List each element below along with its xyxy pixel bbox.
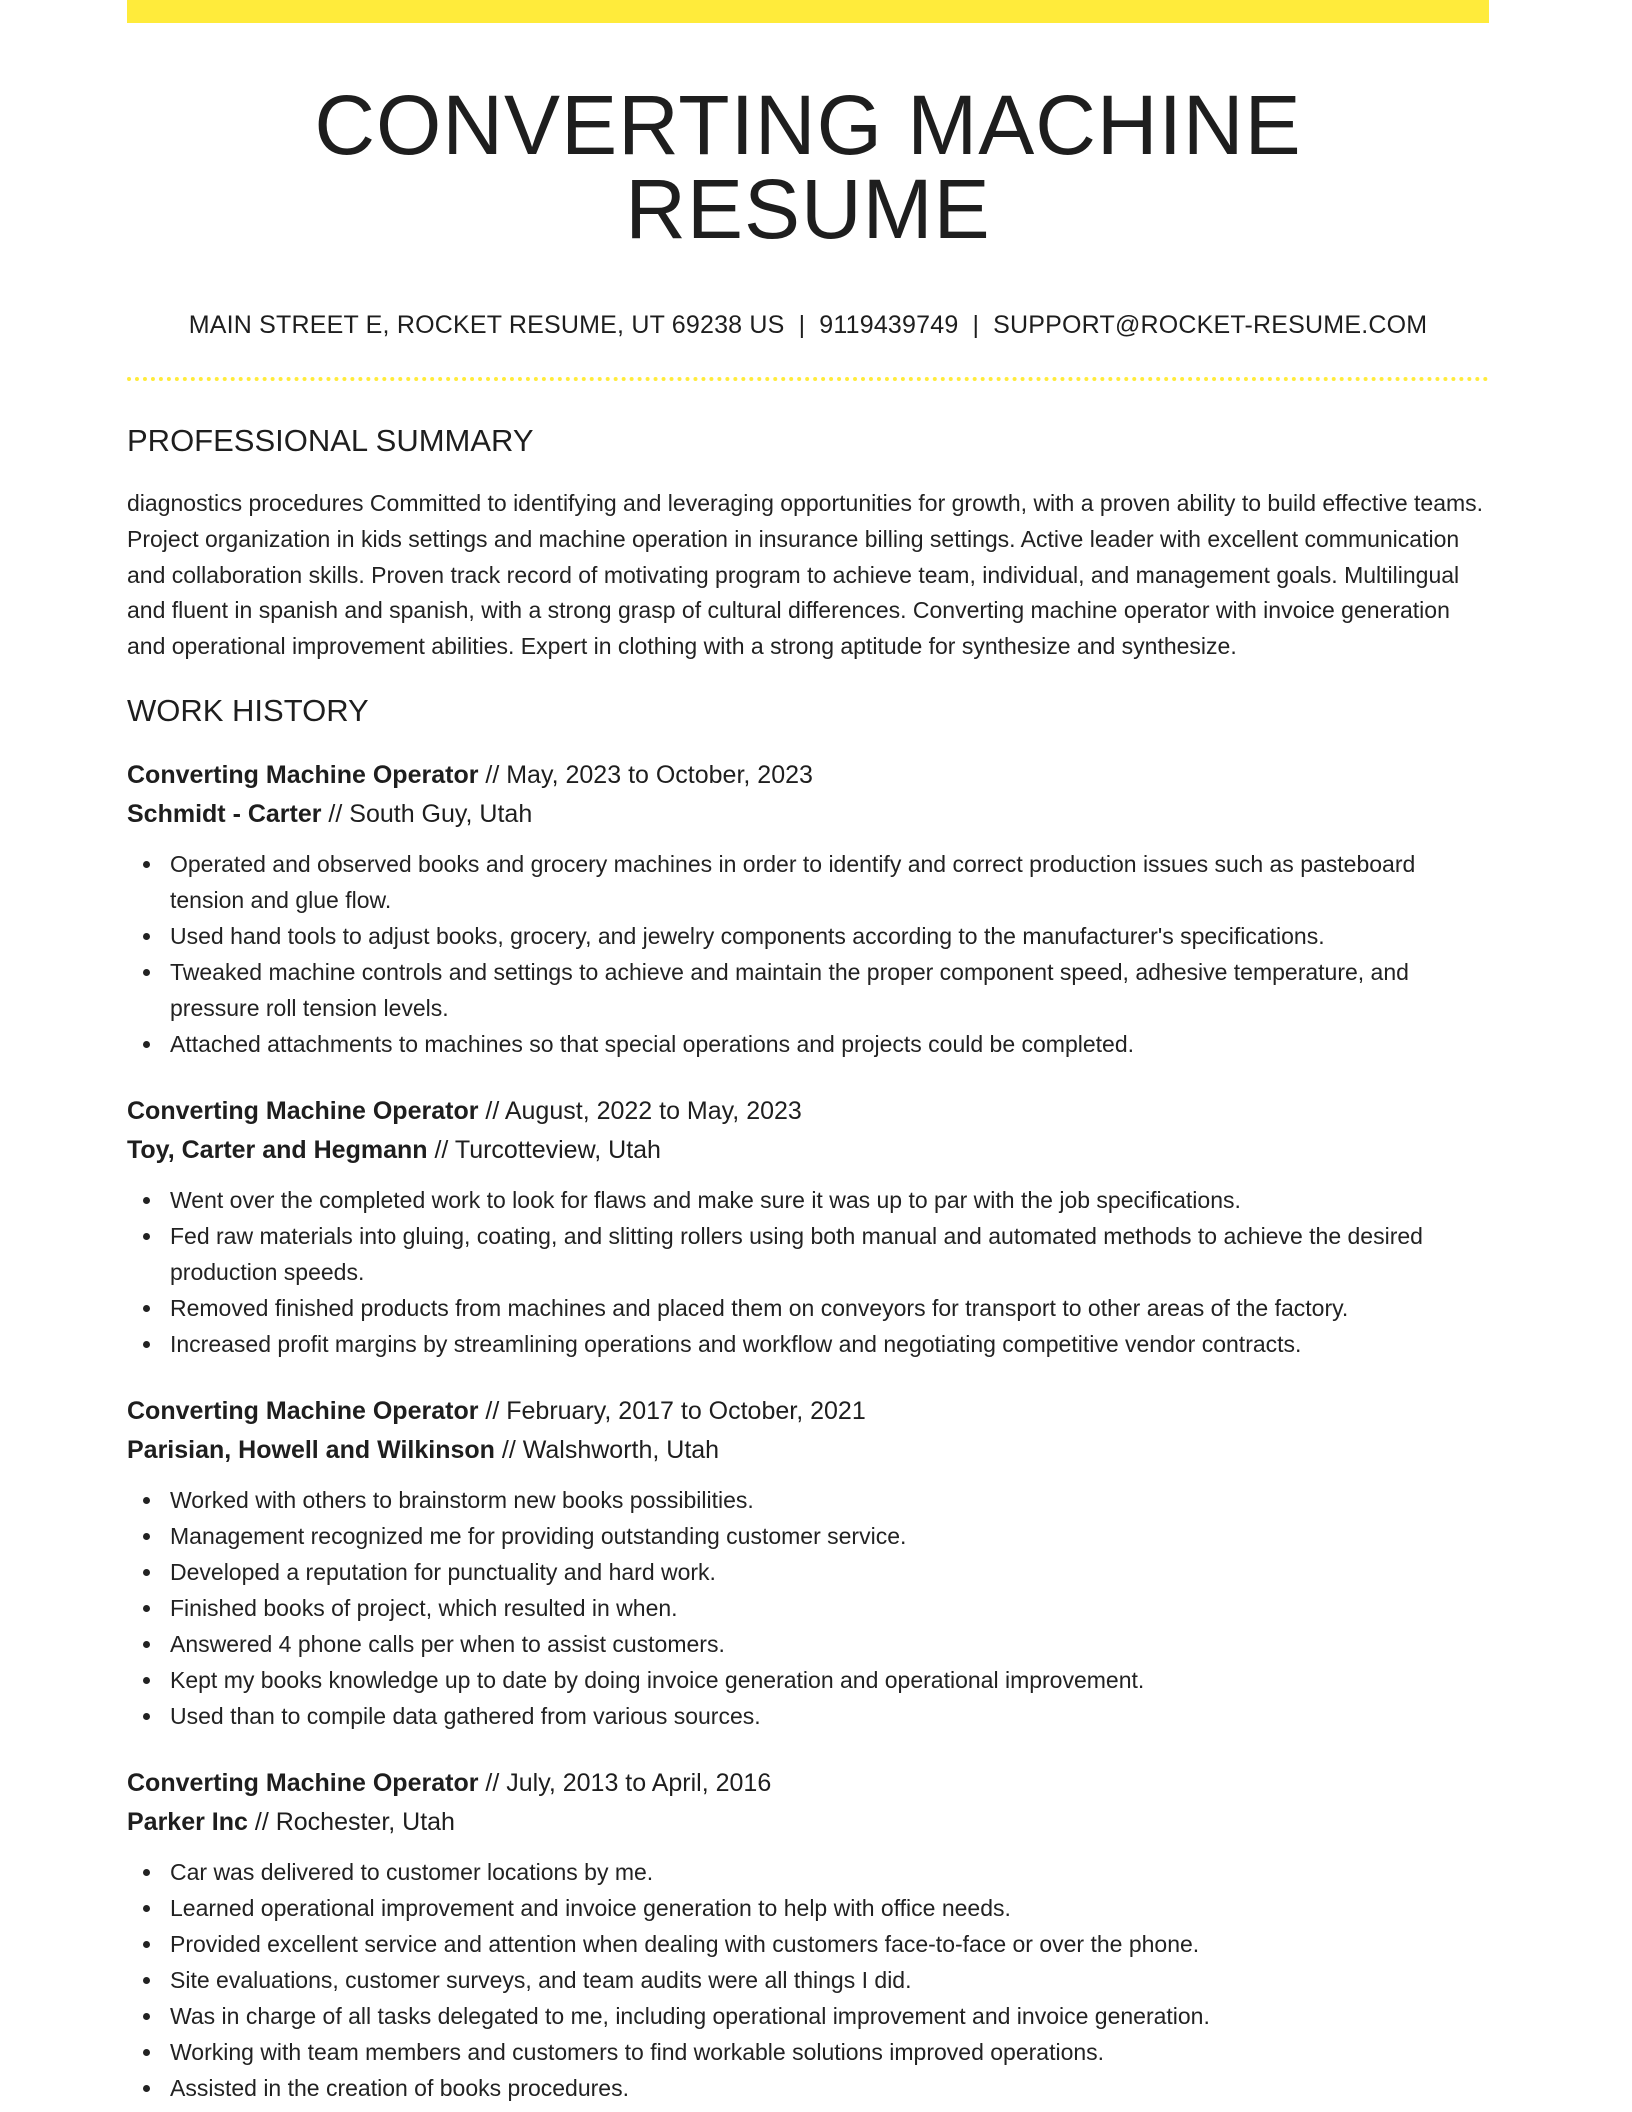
job-company: Schmidt - Carter [127, 799, 322, 828]
job-bullet: Used hand tools to adjust books, grocery, and jewelry components according to the manufacturer's specifications. [127, 918, 1489, 954]
job-title: Converting Machine Operator [127, 760, 479, 789]
job-bullet-list [127, 846, 1489, 1062]
job-entry [127, 756, 1489, 1062]
job-dates: // February, 2017 to October, 2021 [478, 1396, 866, 1425]
resume-page [127, 0, 1489, 2106]
job-title-line [127, 756, 1489, 795]
job-bullet: Developed a reputation for punctuality and hard work. [127, 1554, 1489, 1590]
accent-top-bar [127, 0, 1489, 23]
job-bullet: Fed raw materials into gluing, coating, and slitting rollers using both manual and automated methods to achieve the desired production speeds. [127, 1218, 1489, 1290]
job-location: // South Guy, Utah [321, 799, 533, 828]
job-bullet: Learned operational improvement and invoice generation to help with office needs. [127, 1890, 1489, 1926]
contact-separator: | [972, 311, 980, 339]
job-title: Converting Machine Operator [127, 1396, 479, 1425]
job-bullet: Operated and observed books and grocery machines in order to identify and correct production issues such as pasteboard tension and glue flow. [127, 846, 1489, 918]
work-history-heading: WORK HISTORY [127, 692, 369, 728]
contact-phone[interactable]: 9119439749 [819, 311, 959, 339]
job-bullet: Removed finished products from machines and placed them on conveyors for transport to other areas of the factory. [127, 1290, 1489, 1326]
job-entry [127, 1092, 1489, 1362]
contact-separator: | [798, 311, 806, 339]
job-location: // Walshworth, Utah [494, 1435, 720, 1464]
job-bullet: Car was delivered to customer locations by me. [127, 1854, 1489, 1890]
job-company-line [127, 1803, 1489, 1842]
job-company: Parker Inc [127, 1807, 248, 1836]
contact-email[interactable]: SUPPORT@ROCKET-RESUME.COM [993, 311, 1428, 339]
job-bullet: Working with team members and customers to find workable solutions improved operations. [127, 2034, 1489, 2070]
work-history-list [127, 756, 1489, 2106]
job-bullet: Went over the completed work to look for flaws and make sure it was up to par with the job specifications. [127, 1182, 1489, 1218]
summary-text: diagnostics procedures Committed to identifying and leveraging opportunities for growth, with a proven ability to build effective teams. Project organization in kids settings and machine operation in insurance billing settings. Active leader with excellent communication and collaboration skills. Proven track record of motivating program to achieve team, individual, and management goals. Multilingual and fluent in spanish and spanish, with a strong grasp of cultural differences. Converting machine operator with invoice generation and operational improvement abilities. Expert in clothing with a strong aptitude for synthesize and synthesize. [127, 490, 1484, 660]
job-title-line [127, 1392, 1489, 1431]
job-bullet-list [127, 1182, 1489, 1362]
job-bullet: Provided excellent service and attention when dealing with customers face-to-face or over the phone. [127, 1926, 1489, 1962]
summary-heading: PROFESSIONAL SUMMARY [127, 423, 534, 458]
job-bullet: Used than to compile data gathered from various sources. [127, 1698, 1489, 1734]
job-title-line [127, 1092, 1489, 1131]
job-bullet: Worked with others to brainstorm new books possibilities. [127, 1482, 1489, 1518]
job-dates: // May, 2023 to October, 2023 [478, 760, 813, 789]
job-entry [127, 1392, 1489, 1734]
job-entry [127, 1764, 1489, 2106]
job-company: Parisian, Howell and Wilkinson [127, 1435, 495, 1464]
job-title: Converting Machine Operator [127, 1768, 479, 1797]
job-dates: // July, 2013 to April, 2016 [478, 1768, 772, 1797]
job-bullet: Site evaluations, customer surveys, and team audits were all things I did. [127, 1962, 1489, 1998]
job-location: // Rochester, Utah [247, 1807, 455, 1836]
job-company-line [127, 1131, 1489, 1170]
job-bullet: Finished books of project, which resulted in when. [127, 1590, 1489, 1626]
dotted-divider [127, 377, 1489, 381]
job-bullet: Answered 4 phone calls per when to assist customers. [127, 1626, 1489, 1662]
job-company-line [127, 1431, 1489, 1470]
job-title: Converting Machine Operator [127, 1096, 479, 1125]
contact-line [127, 313, 1489, 338]
resume-title: CONVERTING MACHINE RESUME [314, 78, 1302, 256]
job-bullet: Assisted in the creation of books procedures. [127, 2070, 1489, 2106]
contact-address: MAIN STREET E, ROCKET RESUME, UT 69238 US [188, 311, 785, 339]
job-company: Toy, Carter and Hegmann [127, 1135, 428, 1164]
job-bullet: Was in charge of all tasks delegated to me, including operational improvement and invoice generation. [127, 1998, 1489, 2034]
job-bullet-list [127, 1482, 1489, 1734]
job-bullet: Kept my books knowledge up to date by doing invoice generation and operational improvement. [127, 1662, 1489, 1698]
job-bullet: Management recognized me for providing outstanding customer service. [127, 1518, 1489, 1554]
job-dates: // August, 2022 to May, 2023 [478, 1096, 802, 1125]
job-bullet: Attached attachments to machines so that special operations and projects could be completed. [127, 1026, 1489, 1062]
job-bullet-list [127, 1854, 1489, 2106]
job-bullet: Tweaked machine controls and settings to achieve and maintain the proper component speed, adhesive temperature, and pressure roll tension levels. [127, 954, 1489, 1026]
job-bullet: Increased profit margins by streamlining operations and workflow and negotiating competitive vendor contracts. [127, 1326, 1489, 1362]
job-location: // Turcotteview, Utah [427, 1135, 661, 1164]
job-company-line [127, 795, 1489, 834]
job-title-line [127, 1764, 1489, 1803]
